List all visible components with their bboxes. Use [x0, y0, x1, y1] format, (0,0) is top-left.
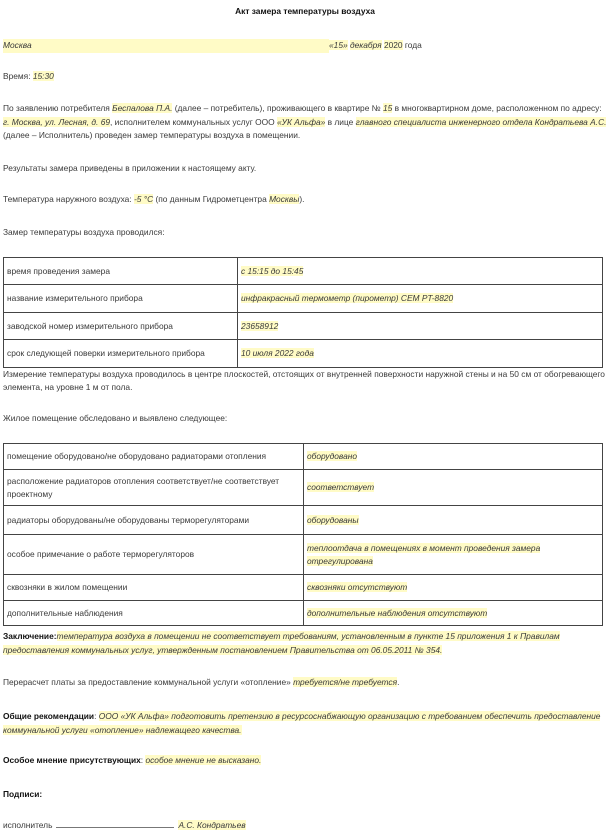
table-row	[4, 575, 603, 601]
row-label: сквозняки в жилом помещении	[4, 575, 304, 601]
time-line	[3, 70, 607, 84]
row-value-cell	[238, 285, 603, 313]
row-value-cell	[304, 535, 603, 575]
document-title: Акт замера температуры воздуха	[235, 6, 375, 16]
row-value: 10 июля 2022 года	[241, 348, 314, 359]
text-segment: в многоквартирном доме, расположенном по адресу:	[392, 103, 602, 113]
recommendations-paragraph	[3, 710, 607, 737]
filled-value: температура воздуха в помещении не соответствует требованиям, установленным в пункте 15 приложения 1 к Правилам предоставления коммунальных услуг, утвержденным постановлением Правительства от 06.05.2011 № 354.	[3, 631, 560, 655]
row-value: дополнительные наблюдения отсутствуют	[307, 607, 488, 618]
row-label: заводской номер измерительного прибора	[4, 313, 238, 340]
row-value-cell	[304, 506, 603, 535]
filled-value: требуется/не требуется	[293, 677, 398, 687]
signature-name: А.С. Кондратьев	[178, 820, 246, 830]
row-value: оборудовано	[307, 451, 357, 462]
signature-role: исполнитель	[3, 820, 53, 830]
time-value: 15:30	[32, 71, 54, 81]
section-label: Заключение:	[3, 631, 57, 641]
text-segment: в лице	[325, 116, 356, 127]
filled-value: Москвы	[269, 194, 300, 204]
text-segment: (далее – Исполнитель) проведен замер температуры воздуха в помещении.	[3, 130, 301, 140]
text-segment: Температура наружного воздуха:	[3, 194, 134, 204]
text-segment: Перерасчет платы за предоставление коммунальной услуги «отопление»	[3, 677, 294, 687]
text-segment: По заявлению потребителя	[3, 103, 113, 113]
row-value-cell	[238, 313, 603, 340]
measure-intro: Замер температуры воздуха проводился:	[3, 227, 165, 237]
signature-field[interactable]	[56, 819, 174, 828]
method-paragraph: Измерение температуры воздуха проводилось в центре плоскостей, отстоящих от внутренней поверхности наружной стены и на 50 см от обогревающего элемента, на уровне 1 м от пола.	[3, 369, 605, 392]
table-row	[4, 470, 603, 506]
row-value: инфракрасный термометр (пирометр) CEM PT-8820	[241, 293, 454, 304]
row-value: 23658912	[241, 320, 279, 331]
filled-value: 15	[382, 103, 393, 113]
inspection-intro: Жилое помещение обследовано и выявлено следующее:	[3, 413, 228, 423]
row-label: название измерительного прибора	[4, 285, 238, 313]
table-row	[4, 506, 603, 535]
table-row	[4, 444, 603, 470]
opinion-paragraph	[3, 754, 607, 768]
date-day: «15»	[329, 40, 348, 50]
signature-line	[3, 819, 607, 833]
row-value-cell	[304, 444, 603, 470]
row-label: радиаторы оборудованы/не оборудованы терморегуляторами	[4, 506, 304, 535]
date-month: декабря	[349, 40, 382, 50]
row-value-cell	[304, 601, 603, 626]
row-value: с 15:15 до 15:45	[241, 265, 304, 276]
table-row	[4, 340, 603, 368]
date-suffix: года	[402, 40, 422, 50]
filled-value: Беспалова П.А.	[112, 103, 173, 113]
text-segment: (по данным Гидрометцентра	[153, 194, 270, 204]
outside-temperature-paragraph	[3, 193, 607, 207]
row-label: расположение радиаторов отопления соответствует/не соответствует проектному	[4, 470, 304, 506]
table-row	[4, 285, 603, 313]
table-row	[4, 601, 603, 626]
filled-value: г. Москва, ул. Лесная, д. 69	[3, 116, 111, 127]
results-paragraph: Результаты замера приведены в приложении к настоящему акту.	[3, 163, 257, 173]
row-label: особое примечание о работе терморегуляторов	[4, 535, 304, 575]
filled-value: ООО «УК Альфа» подготовить претензию в ресурсоснабжающую организацию с требованием обеспечить предоставление коммунальной услуги «отопление» надлежащего качества.	[3, 711, 601, 735]
date-year: 2020	[383, 40, 403, 50]
place-date-line	[3, 39, 607, 53]
signatures-label: Подписи:	[3, 789, 43, 799]
text-segment: .	[397, 677, 400, 687]
row-value: сквозняки отсутствуют	[307, 582, 408, 593]
city: Москва	[3, 39, 329, 53]
filled-value: особое мнение не высказано.	[145, 755, 262, 765]
table-row	[4, 535, 603, 575]
filled-value: главного специалиста инженерного отдела Кондратьева А.С.	[355, 116, 607, 127]
text-segment: :	[140, 755, 146, 765]
row-value-cell	[304, 575, 603, 601]
inspection-table	[3, 443, 603, 626]
row-value: теплоотдача в помещениях в момент проведения замера отрегулирована	[307, 543, 541, 566]
row-value: соответствует	[307, 482, 375, 493]
filled-value: «УК Альфа»	[277, 116, 326, 127]
text-segment: (далее – потребитель), проживающего в квартире №	[172, 103, 383, 113]
intro-paragraph	[3, 102, 607, 143]
text-segment: :	[94, 711, 99, 721]
recalculation-paragraph	[3, 676, 607, 690]
row-value-cell	[238, 340, 603, 368]
row-label: срок следующей поверки измерительного прибора	[4, 340, 238, 368]
text-segment: , исполнителем коммунальных услуг ООО	[110, 116, 277, 127]
row-value-cell	[304, 470, 603, 506]
row-label: дополнительные наблюдения	[4, 601, 304, 626]
measurement-table	[3, 257, 603, 368]
conclusion-paragraph	[3, 630, 607, 657]
row-value-cell	[238, 258, 603, 285]
row-label: помещение оборудовано/не оборудовано радиаторами отопления	[4, 444, 304, 470]
row-value: оборудованы	[307, 514, 359, 525]
time-label: Время:	[3, 71, 33, 81]
filled-value: -5 °C	[133, 194, 154, 204]
row-label: время проведения замера	[4, 258, 238, 285]
section-label: Особое мнение присутствующих	[3, 755, 141, 765]
text-segment: ).	[299, 194, 305, 204]
table-row	[4, 258, 603, 285]
table-row	[4, 313, 603, 340]
section-label: Общие рекомендации	[3, 711, 95, 721]
